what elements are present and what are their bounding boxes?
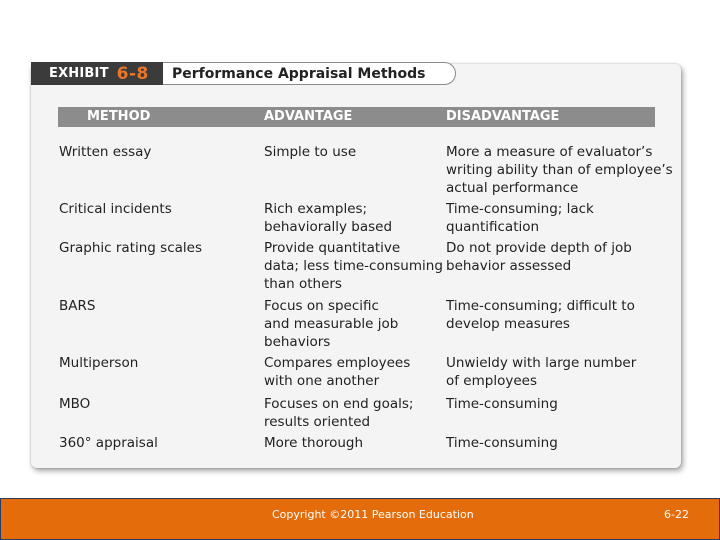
row-advantage: More thorough [264, 435, 364, 451]
row-method: Graphic rating scales [59, 240, 202, 256]
exhibit-title: Performance Appraisal Methods [172, 65, 426, 82]
exhibit-number: 6-8 [116, 63, 149, 84]
row-advantage: Compares employees with one another [264, 355, 411, 389]
header-disadvantage: DISADVANTAGE [446, 109, 560, 124]
row-disadvantage: More a measure of evaluator’s writing ability than of employee’s actual performance [446, 144, 673, 196]
row-disadvantage: Do not provide depth of job behavior assessed [446, 240, 632, 274]
row-method: Written essay [59, 144, 152, 160]
copyright-text: Copyright ©2011 Pearson Education [272, 508, 474, 521]
row-advantage: Provide quantitative data; less time-consuming than others [264, 240, 443, 292]
slide-footer [0, 498, 720, 540]
row-disadvantage: Time-consuming [446, 435, 558, 451]
row-method: Multiperson [59, 355, 139, 371]
page-number: 6-22 [664, 508, 689, 521]
row-advantage: Focus on specific and measurable job behaviors [264, 298, 399, 350]
row-advantage: Rich examples; behaviorally based [264, 201, 393, 235]
row-method: BARS [59, 298, 96, 314]
header-advantage: ADVANTAGE [264, 109, 353, 124]
row-disadvantage: Time-consuming; difficult to develop measures [446, 298, 635, 332]
exhibit-label: EXHIBIT [49, 66, 109, 81]
row-disadvantage: Time-consuming [446, 396, 558, 412]
row-disadvantage: Time-consuming; lack quantification [446, 201, 594, 235]
row-method: 360° appraisal [59, 435, 158, 451]
header-method: METHOD [87, 109, 151, 124]
row-advantage: Simple to use [264, 144, 357, 160]
row-advantage: Focuses on end goals; results oriented [264, 396, 414, 430]
table-header-row [58, 107, 655, 127]
exhibit-tab [31, 62, 163, 85]
row-method: Critical incidents [59, 201, 172, 217]
row-disadvantage: Unwieldy with large number of employees [446, 355, 637, 389]
row-method: MBO [59, 396, 91, 412]
